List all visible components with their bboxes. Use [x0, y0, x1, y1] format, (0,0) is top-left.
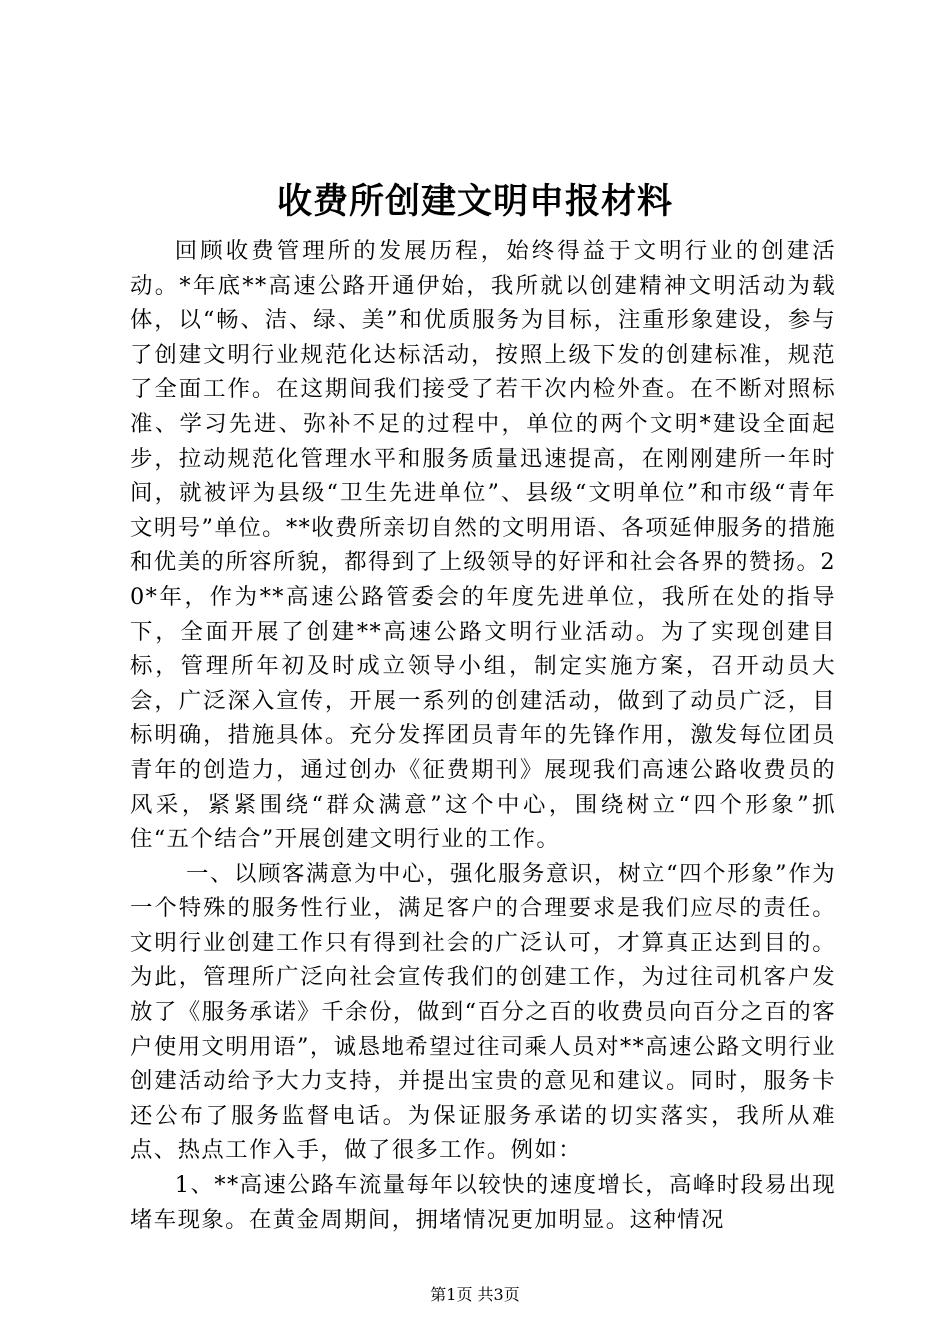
intro-paragraph: 回顾收费管理所的发展历程，始终得益于文明行业的创建活动。*年底**高速公路开通伊始，我所就以创建精神文明活动为载体，以“畅、洁、绿、美”和优质服务为目标，注重形象建设，参与了创建文明行业规范化达标活动，按照上级下发的创建标准，规范了全面工作。在这期间我们接受了若干次内检外查。在不断对照标准、学习先进、弥补不足的过程中，单位的两个文明*建设全面起步，拉动规范化管理水平和服务质量迅速提高，在刚刚建所一年时间，就被评为县级“卫生先进单位”、县级“文明单位”和市级“青年文明号”单位。**收费所亲切自然的文明用语、各项延伸服务的措施和优美的所容所貌，都得到了上级领导的好评和社会各界的赞扬。20*年，作为**高速公路管委会的年度先进单位，我所在处的指导下，全面开展了创建**高速公路文明行业活动。为了实现创建目标，管理所年初及时成立领导小组，制定实施方案，召开动员大会，广泛深入宣传，开展一系列的创建活动，做到了动员广泛，目标明确，措施具体。充分发挥团员青年的先锋作用，激发每位团员青年的创造力，通过创办《征费期刊》展现我们高速公路收费员的风采，紧紧围绕“群众满意”这个中心，围绕树立“四个形象”抓住“五个结合”开展创建文明行业的工作。: [130, 238, 836, 853]
document-body: [130, 234, 836, 1237]
page-footer: 第1页 共3页: [430, 1285, 520, 1304]
document-title: 收费所创建文明申报材料: [276, 181, 673, 222]
item-one-paragraph: 1、**高速公路车流量每年以较快的速度增长，高峰时段易出现堵车现象。在黄金周期间，拥堵情况更加明显。这种情况: [130, 1172, 836, 1233]
section-one-paragraph: 一、以顾客满意为中心，强化服务意识，树立“四个形象”作为一个特殊的服务性行业，满足客户的合理要求是我们应尽的责任。文明行业创建工作只有得到社会的广泛认可，才算真正达到目的。为此，管理所广泛向社会宣传我们的创建工作，为过往司机客户发放了《服务承诺》千余份，做到“百分之百的收费员向百分之百的客户使用文明用语”，诚恳地希望过往司乘人员对**高速公路文明行业创建活动给予大力支持，并提出宝贵的意见和建议。同时，服务卡还公布了服务监督电话。为保证服务承诺的切实落实，我所从难点、热点工作入手，做了很多工作。例如：: [130, 860, 836, 1164]
